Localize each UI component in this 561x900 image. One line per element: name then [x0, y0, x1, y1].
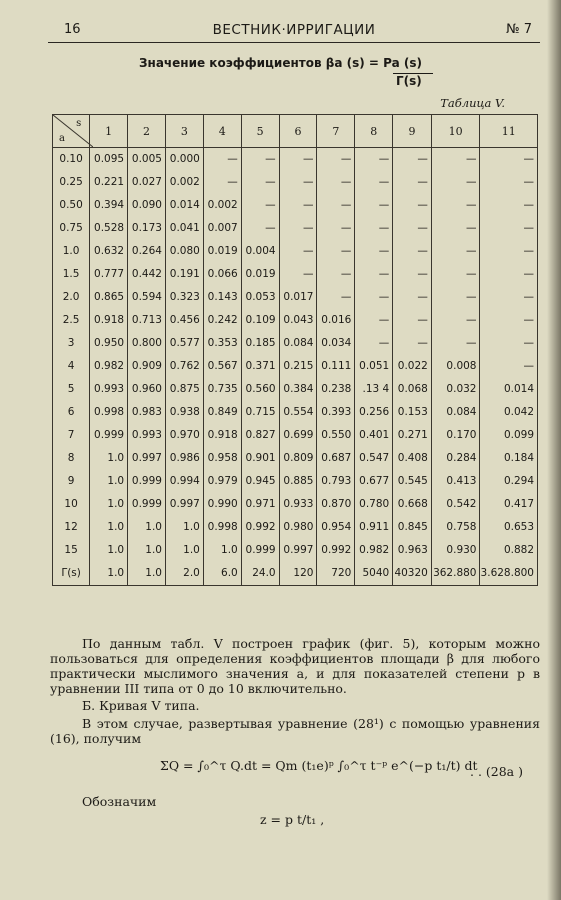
- table-cell: 0.758: [431, 516, 480, 539]
- equation-28a: ΣQ = ∫₀^τ Q.dt = Qm (t₁e)ᵖ ∫₀^τ t⁻ᵖ e^(−p t₁/t) dt: [160, 758, 478, 773]
- paragraph-denote: Обозначим: [82, 794, 157, 809]
- table-cell: 0.022: [393, 355, 432, 378]
- table-row: [53, 378, 538, 401]
- table-cell: 0.401: [355, 424, 393, 447]
- table-cell: —: [393, 217, 432, 240]
- table-cell: 0.560: [241, 378, 279, 401]
- table-row: [53, 240, 538, 263]
- table-cell: 0.918: [203, 424, 241, 447]
- table-cell: 1.0: [90, 447, 128, 470]
- table-cell: —: [279, 148, 317, 171]
- table-cell: —: [480, 355, 538, 378]
- table-cell: 0.713: [128, 309, 166, 332]
- table-cell: —: [480, 332, 538, 355]
- table-cell: 0.992: [317, 539, 355, 562]
- table-cell: 0.901: [241, 447, 279, 470]
- table-cell: 0.034: [317, 332, 355, 355]
- table-cell: 0.542: [431, 493, 480, 516]
- table-cell: 0.111: [317, 355, 355, 378]
- table-cell: 0.109: [241, 309, 279, 332]
- table-cell: 0.885: [279, 470, 317, 493]
- table-cell: —: [393, 194, 432, 217]
- table-row: [53, 493, 538, 516]
- table-cell: 0.809: [279, 447, 317, 470]
- table-cell: 0.014: [480, 378, 538, 401]
- table-cell: —: [393, 263, 432, 286]
- table-row: [53, 401, 538, 424]
- equation-number: . . (28a ): [470, 764, 523, 779]
- table-cell: 1.0: [165, 516, 203, 539]
- table-cell: 5040: [355, 562, 393, 586]
- table-cell: 0.993: [128, 424, 166, 447]
- table-cell: —: [355, 217, 393, 240]
- row-header-a: 6: [53, 401, 90, 424]
- table-row: [53, 194, 538, 217]
- table-cell: —: [355, 309, 393, 332]
- table-cell: 0.938: [165, 401, 203, 424]
- table-cell: 0.294: [480, 470, 538, 493]
- table-cell: —: [241, 194, 279, 217]
- page-number: 16: [64, 22, 81, 37]
- equation-z: z = p t/t₁ ,: [260, 812, 325, 827]
- table-cell: —: [241, 148, 279, 171]
- table-cell: 0.800: [128, 332, 166, 355]
- paragraph-graph-description: По данным табл. V построен график (фиг. 5), которым можно пользоваться для определения коэффициентов площади β для любого практически мыслимого значения а, и для показателей степени р в уравнении III типа от 0 до 10 включительно.: [50, 636, 540, 696]
- table-cell: 6.0: [203, 562, 241, 586]
- table-cell: 0.999: [241, 539, 279, 562]
- table-cell: 0.793: [317, 470, 355, 493]
- table-cell: 1.0: [203, 539, 241, 562]
- table-cell: 0.068: [393, 378, 432, 401]
- table-cell: 0.998: [203, 516, 241, 539]
- table-cell: 0.849: [203, 401, 241, 424]
- table-cell: —: [480, 148, 538, 171]
- table-cell: —: [393, 286, 432, 309]
- row-header-a: Γ(s): [53, 562, 90, 586]
- table-cell: 0.632: [90, 240, 128, 263]
- table-cell: —: [480, 286, 538, 309]
- paragraph-derivation: В этом случае, развертывая уравнение (28¹) с помощью уравнения (16), получим: [50, 716, 540, 746]
- table-cell: —: [393, 171, 432, 194]
- table-cell: —: [431, 240, 480, 263]
- table-cell: 0.099: [480, 424, 538, 447]
- row-header-a: 5: [53, 378, 90, 401]
- table-cell: 120: [279, 562, 317, 586]
- table-cell: 0.413: [431, 470, 480, 493]
- table-cell: 0.554: [279, 401, 317, 424]
- table-cell: 0.408: [393, 447, 432, 470]
- table-cell: —: [431, 263, 480, 286]
- table-cell: 0.191: [165, 263, 203, 286]
- table-cell: 0.998: [90, 401, 128, 424]
- table-cell: 0.016: [317, 309, 355, 332]
- table-cell: 0.653: [480, 516, 538, 539]
- table-cell: 0.095: [90, 148, 128, 171]
- table-cell: 1.0: [128, 539, 166, 562]
- column-header-s-6: 6: [279, 115, 317, 148]
- table-cell: 0.735: [203, 378, 241, 401]
- table-cell: 0.960: [128, 378, 166, 401]
- table-cell: 0.371: [241, 355, 279, 378]
- table-cell: 0.019: [241, 263, 279, 286]
- table-row: [53, 286, 538, 309]
- table-cell: —: [317, 263, 355, 286]
- table-cell: —: [355, 240, 393, 263]
- table-cell: 0.456: [165, 309, 203, 332]
- table-cell: 0.762: [165, 355, 203, 378]
- table-cell: 0.242: [203, 309, 241, 332]
- table-cell: —: [431, 286, 480, 309]
- row-header-a: 10: [53, 493, 90, 516]
- table-cell: —: [431, 217, 480, 240]
- table-cell: 0.827: [241, 424, 279, 447]
- table-cell: —: [317, 171, 355, 194]
- table-cell: 0.687: [317, 447, 355, 470]
- table-cell: 0.238: [317, 378, 355, 401]
- column-header-s-1: 1: [90, 115, 128, 148]
- table-row: [53, 424, 538, 447]
- table-cell: 0.066: [203, 263, 241, 286]
- table-cell: 0.567: [203, 355, 241, 378]
- table-cell: 0.971: [241, 493, 279, 516]
- table-cell: —: [393, 148, 432, 171]
- table-cell: 0.979: [203, 470, 241, 493]
- table-cell: 0.990: [203, 493, 241, 516]
- table-cell: —: [355, 171, 393, 194]
- table-cell: —: [431, 171, 480, 194]
- table-row: [53, 447, 538, 470]
- table-cell: 0.393: [317, 401, 355, 424]
- row-header-a: 1.5: [53, 263, 90, 286]
- table-cell: 0.997: [279, 539, 317, 562]
- running-header: [48, 20, 540, 43]
- table-cell: —: [431, 309, 480, 332]
- table-cell: —: [279, 240, 317, 263]
- table-cell: —: [279, 263, 317, 286]
- column-header-s-3: 3: [165, 115, 203, 148]
- table-cell: 0.994: [165, 470, 203, 493]
- table-cell: 0.715: [241, 401, 279, 424]
- table-cell: 0.008: [431, 355, 480, 378]
- table-cell: —: [431, 148, 480, 171]
- table-cell: 0.970: [165, 424, 203, 447]
- table-cell: —: [317, 194, 355, 217]
- table-cell: 0.002: [203, 194, 241, 217]
- table-cell: 0.999: [128, 470, 166, 493]
- row-header-a: 0.25: [53, 171, 90, 194]
- table-cell: 0.870: [317, 493, 355, 516]
- table-cell: 0.002: [165, 171, 203, 194]
- table-header-row: [53, 115, 538, 148]
- row-header-a: 9: [53, 470, 90, 493]
- table-cell: 0.170: [431, 424, 480, 447]
- table-cell: 40320: [393, 562, 432, 586]
- column-header-s-9: 9: [393, 115, 432, 148]
- column-header-s-4: 4: [203, 115, 241, 148]
- table-row: [53, 148, 538, 171]
- table-cell: 0.954: [317, 516, 355, 539]
- table-cell: 1.0: [90, 539, 128, 562]
- row-header-a: 1.0: [53, 240, 90, 263]
- table-cell: —: [480, 263, 538, 286]
- column-header-s-5: 5: [241, 115, 279, 148]
- corner-label-s: s: [76, 118, 82, 129]
- table-cell: —: [480, 194, 538, 217]
- table-cell: 0.909: [128, 355, 166, 378]
- table-cell: —: [279, 171, 317, 194]
- table-cell: 0.528: [90, 217, 128, 240]
- table-cell: —: [279, 217, 317, 240]
- table-cell: 0.986: [165, 447, 203, 470]
- table-cell: —: [431, 194, 480, 217]
- table-cell: —: [317, 217, 355, 240]
- table-cell: 0.215: [279, 355, 317, 378]
- row-header-a: 12: [53, 516, 90, 539]
- table-cell: 1.0: [90, 562, 128, 586]
- table-cell: 0.041: [165, 217, 203, 240]
- table-cell: 0.019: [203, 240, 241, 263]
- table-cell: 0.875: [165, 378, 203, 401]
- row-header-a: 0.50: [53, 194, 90, 217]
- table-cell: —: [393, 240, 432, 263]
- table-cell: 0.983: [128, 401, 166, 424]
- table-cell: —: [279, 194, 317, 217]
- table-row: [53, 217, 538, 240]
- table-cell: 0.014: [165, 194, 203, 217]
- table-cell: 0.000: [165, 148, 203, 171]
- table-cell: 0.992: [241, 516, 279, 539]
- table-cell: 0.911: [355, 516, 393, 539]
- table-cell: —: [241, 171, 279, 194]
- row-header-a: 4: [53, 355, 90, 378]
- table-cell: 0.845: [393, 516, 432, 539]
- table-cell: 0.780: [355, 493, 393, 516]
- table-cell: 2.0: [165, 562, 203, 586]
- table-title-denominator: Γ(s): [396, 74, 422, 88]
- row-header-a: 0.75: [53, 217, 90, 240]
- table-cell: 0.945: [241, 470, 279, 493]
- table-cell: 1.0: [90, 470, 128, 493]
- column-header-s-11: 11: [480, 115, 538, 148]
- table-cell: —: [480, 309, 538, 332]
- table-cell: 0.323: [165, 286, 203, 309]
- table-cell: 0.417: [480, 493, 538, 516]
- table-label: Таблица V.: [440, 96, 505, 110]
- table-cell: 0.264: [128, 240, 166, 263]
- table-cell: 0.221: [90, 171, 128, 194]
- table-cell: 1.0: [128, 516, 166, 539]
- table-cell: .13 4: [355, 378, 393, 401]
- table-cell: 0.547: [355, 447, 393, 470]
- table-cell: 0.184: [480, 447, 538, 470]
- issue-number: № 7: [506, 22, 532, 37]
- table-cell: 0.084: [431, 401, 480, 424]
- table-cell: —: [480, 171, 538, 194]
- table-cell: 0.284: [431, 447, 480, 470]
- table-cell: 0.930: [431, 539, 480, 562]
- table-cell: 0.153: [393, 401, 432, 424]
- table-cell: 0.051: [355, 355, 393, 378]
- table-cell: 720: [317, 562, 355, 586]
- table-cell: 0.004: [241, 240, 279, 263]
- table-cell: 0.668: [393, 493, 432, 516]
- table-row: [53, 263, 538, 286]
- table-row: [53, 516, 538, 539]
- row-header-a: 2.5: [53, 309, 90, 332]
- table-row: [53, 332, 538, 355]
- table-cell: 0.677: [355, 470, 393, 493]
- table-cell: 0.918: [90, 309, 128, 332]
- table-row: [53, 539, 538, 562]
- table-cell: 0.982: [90, 355, 128, 378]
- coefficients-table: [52, 114, 538, 586]
- column-header-s-10: 10: [431, 115, 480, 148]
- table-cell: 0.933: [279, 493, 317, 516]
- table-cell: 0.997: [165, 493, 203, 516]
- table-row: [53, 309, 538, 332]
- table-cell: 0.080: [165, 240, 203, 263]
- table-cell: 0.865: [90, 286, 128, 309]
- table-cell: 362.880: [431, 562, 480, 586]
- table-cell: 0.384: [279, 378, 317, 401]
- table-cell: 1.0: [128, 562, 166, 586]
- table-row: [53, 355, 538, 378]
- table-cell: 0.084: [279, 332, 317, 355]
- table-cell: —: [480, 240, 538, 263]
- corner-label-a: a: [59, 133, 65, 144]
- row-header-a: 15: [53, 539, 90, 562]
- table-cell: 0.353: [203, 332, 241, 355]
- table-cell: 0.442: [128, 263, 166, 286]
- table-cell: 0.143: [203, 286, 241, 309]
- table-cell: 0.594: [128, 286, 166, 309]
- table-cell: —: [355, 332, 393, 355]
- table-cell: 0.699: [279, 424, 317, 447]
- table-cell: —: [317, 286, 355, 309]
- table-cell: —: [355, 286, 393, 309]
- table-cell: 0.043: [279, 309, 317, 332]
- table-cell: 0.042: [480, 401, 538, 424]
- column-header-s-2: 2: [128, 115, 166, 148]
- table-cell: —: [203, 148, 241, 171]
- table-cell: 24.0: [241, 562, 279, 586]
- table-cell: 0.007: [203, 217, 241, 240]
- table-cell: 0.999: [90, 424, 128, 447]
- table-cell: —: [203, 171, 241, 194]
- row-header-a: 3: [53, 332, 90, 355]
- table-cell: 1.0: [90, 493, 128, 516]
- section-heading: Б. Кривая V типа.: [82, 698, 200, 713]
- table-cell: 0.997: [128, 447, 166, 470]
- table-cell: 0.980: [279, 516, 317, 539]
- table-cell: 0.577: [165, 332, 203, 355]
- table-cell: 3.628.800: [480, 562, 538, 586]
- table-row: [53, 171, 538, 194]
- table-cell: 0.005: [128, 148, 166, 171]
- table-cell: 0.053: [241, 286, 279, 309]
- table-cell: —: [317, 240, 355, 263]
- table-cell: 0.999: [128, 493, 166, 516]
- table-cell: —: [241, 217, 279, 240]
- table-cell: 0.545: [393, 470, 432, 493]
- table-body: [53, 148, 538, 586]
- table-title-text: Значение коэффициентов βa (s) = Pa (s): [139, 56, 422, 70]
- table-cell: 0.394: [90, 194, 128, 217]
- table-cell: —: [317, 148, 355, 171]
- table-cell: 0.027: [128, 171, 166, 194]
- table-title: [0, 56, 561, 88]
- table-row: [53, 470, 538, 493]
- table-cell: 1.0: [165, 539, 203, 562]
- table-cell: 0.550: [317, 424, 355, 447]
- table-cell: 0.882: [480, 539, 538, 562]
- table-cell: 0.958: [203, 447, 241, 470]
- table-cell: 0.993: [90, 378, 128, 401]
- table-cell: 0.017: [279, 286, 317, 309]
- table-cell: 0.090: [128, 194, 166, 217]
- table-cell: 0.032: [431, 378, 480, 401]
- row-header-a: 0.10: [53, 148, 90, 171]
- table-cell: 0.185: [241, 332, 279, 355]
- table-cell: 0.777: [90, 263, 128, 286]
- table-cell: —: [355, 194, 393, 217]
- table-cell: 0.271: [393, 424, 432, 447]
- table-cell: —: [431, 332, 480, 355]
- table-cell: 0.950: [90, 332, 128, 355]
- table-cell: —: [355, 148, 393, 171]
- table-cell: 0.173: [128, 217, 166, 240]
- table-cell: —: [393, 332, 432, 355]
- page-edge-shadow: [547, 0, 561, 900]
- column-header-s-7: 7: [317, 115, 355, 148]
- table-cell: —: [480, 217, 538, 240]
- corner-cell: [53, 115, 90, 148]
- table-cell: 0.963: [393, 539, 432, 562]
- column-header-s-8: 8: [355, 115, 393, 148]
- table-cell: 0.256: [355, 401, 393, 424]
- table-cell: —: [393, 309, 432, 332]
- table-cell: 1.0: [90, 516, 128, 539]
- row-header-a: 2.0: [53, 286, 90, 309]
- row-header-a: 8: [53, 447, 90, 470]
- table-row: [53, 562, 538, 586]
- journal-title: ВЕСТНИК·ИРРИГАЦИИ: [212, 22, 376, 38]
- table-cell: —: [355, 263, 393, 286]
- row-header-a: 7: [53, 424, 90, 447]
- table-cell: 0.982: [355, 539, 393, 562]
